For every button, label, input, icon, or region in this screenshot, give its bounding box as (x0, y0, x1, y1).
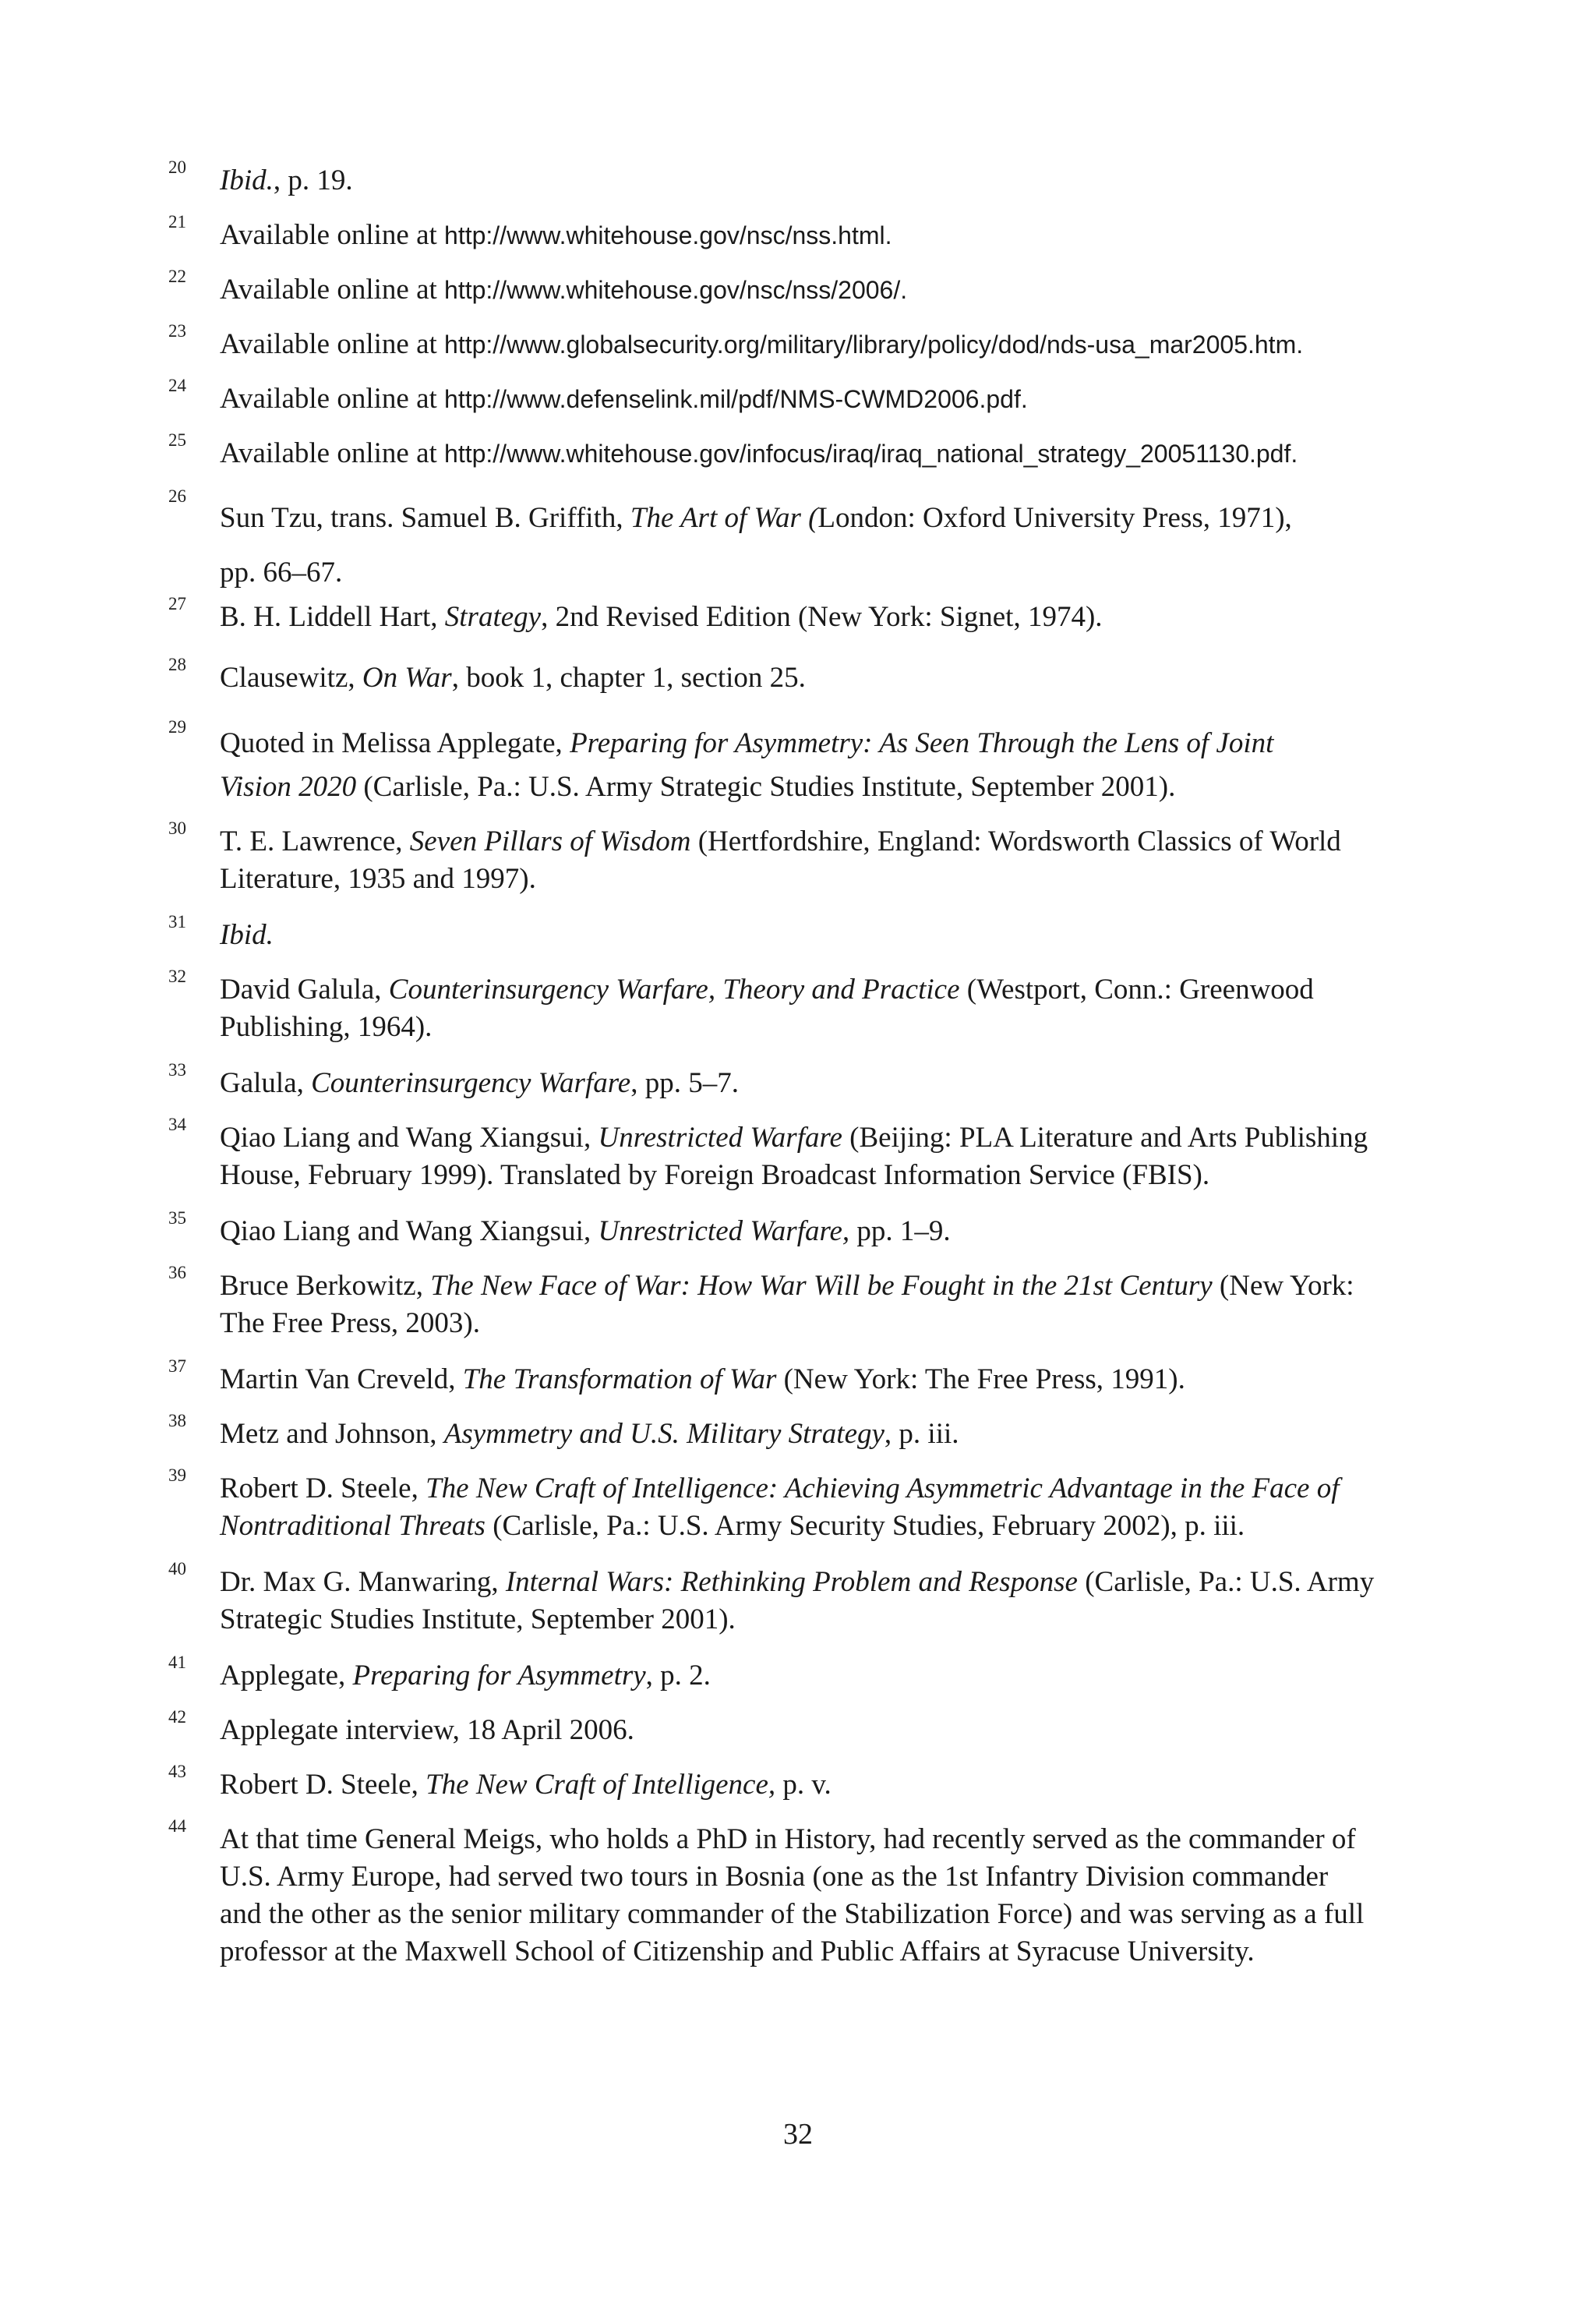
text-run: Available online at (220, 437, 445, 469)
footnote-number: 31 (168, 912, 186, 932)
footnote-text (220, 1065, 1435, 1102)
footnote-text (220, 823, 1435, 898)
text-run: David Galula, (220, 974, 389, 1006)
text-run: (Hertfordshire, England: Wordsworth Classics of World (690, 825, 1341, 857)
footnote-number: 29 (168, 717, 186, 737)
text-run: B. H. Liddell Hart, (220, 601, 445, 633)
footnote-text (220, 1361, 1435, 1398)
url-link: http://www.whitehouse.gov/infocus/iraq/iraq_national_strategy_20051130.pdf. (444, 440, 1298, 468)
text-run: Martin Van Creveld, (220, 1363, 463, 1395)
text-run: professor at the Maxwell School of Citizenship and Public Affairs at Syracuse University. (220, 1936, 1255, 1967)
italic-title: Counterinsurgency Warfare (311, 1067, 631, 1099)
footnote-text (220, 1712, 1435, 1749)
footnote-text (220, 1267, 1435, 1342)
footnote-text (220, 659, 1435, 697)
footnote-number: 37 (168, 1356, 186, 1376)
footnote-text (220, 491, 1435, 600)
footnote-text (220, 722, 1435, 809)
italic-title: On War (362, 662, 452, 694)
footnote-text (220, 599, 1435, 636)
italic-title: Unrestricted Warfare, (598, 1215, 850, 1247)
url-link: http://www.defenselink.mil/pdf/NMS-CWMD2006.pdf. (444, 385, 1028, 413)
text-run: House, February 1999). Translated by Foreign Broadcast Information Service (FBIS). (220, 1159, 1210, 1191)
footnote-text (220, 435, 1435, 472)
footnote-number: 24 (168, 376, 186, 395)
italic-title: Asymmetry and U.S. Military Strategy (443, 1418, 885, 1450)
text-run: (Beijing: PLA Literature and Arts Publishing (842, 1122, 1368, 1154)
italic-title: The Art of War ( (630, 502, 818, 534)
text-run: and the other as the senior military commander of the Stabilization Force) and was serving as a full (220, 1898, 1365, 1930)
italic-title: Ibid. (220, 919, 274, 951)
footnote-text (220, 1119, 1435, 1194)
italic-title: Nontraditional Threats (220, 1510, 486, 1542)
text-run: (New York: The Free Press, 1991). (776, 1363, 1185, 1395)
text-run: Literature, 1935 and 1997). (220, 863, 536, 895)
footnote-number: 39 (168, 1465, 186, 1485)
text-run: Applegate interview, 18 April 2006. (220, 1714, 634, 1746)
footnote-number: 32 (168, 967, 186, 986)
footnote-number: 21 (168, 212, 186, 232)
text-run: Dr. Max G. Manwaring, (220, 1566, 506, 1598)
url-link: http://www.whitehouse.gov/nsc/nss/2006/. (444, 276, 908, 304)
italic-title: Preparing for Asymmetry (352, 1660, 646, 1692)
italic-title: The New Craft of Intelligence: Achieving Asymmetric Advantage in the Face of (425, 1472, 1340, 1504)
text-run: Applegate, (220, 1660, 353, 1692)
footnote-text (220, 917, 1435, 954)
footnote-text (220, 971, 1435, 1046)
text-run: London: Oxford University Press, 1971), (817, 502, 1292, 534)
text-run: U.S. Army Europe, had served two tours in Bosnia (one as the 1st Infantry Division commander (220, 1861, 1329, 1893)
footnote-number: 41 (168, 1653, 186, 1672)
italic-title: Ibid. (220, 164, 274, 196)
text-run: Available online at (220, 219, 445, 251)
text-run: pp. 1–9. (849, 1215, 951, 1247)
italic-title: Seven Pillars of Wisdom (409, 825, 691, 857)
footnote-number: 28 (168, 655, 186, 674)
italic-title: Strategy (444, 601, 542, 633)
text-run: Qiao Liang and Wang Xiangsui, (220, 1215, 598, 1247)
italic-title: The Transformation of War (462, 1363, 777, 1395)
text-run: , p. 2. (645, 1660, 711, 1692)
text-run: pp. 66–67. (220, 557, 343, 589)
page-number: 32 (783, 2118, 813, 2151)
footnote-number: 27 (168, 594, 186, 613)
text-run: (Carlisle, Pa.: U.S. Army Strategic Studies Institute, September 2001). (356, 771, 1176, 803)
footnote-number: 25 (168, 430, 186, 450)
text-run: Robert D. Steele, (220, 1769, 426, 1801)
text-run: Galula, (220, 1067, 312, 1099)
text-run: (Carlisle, Pa.: U.S. Army Security Studies, February 2002), p. iii. (485, 1510, 1245, 1542)
footnote-number: 43 (168, 1762, 186, 1781)
text-run: (Carlisle, Pa.: U.S. Army (1077, 1566, 1375, 1598)
footnote-number: 22 (168, 267, 186, 286)
italic-title: The New Face of War: How War Will be Fought in the 21st Century (430, 1270, 1213, 1302)
footnote-number: 40 (168, 1559, 186, 1578)
footnote-text (220, 162, 1435, 200)
text-run: , p. 19. (273, 164, 353, 196)
footnote-text (220, 217, 1435, 254)
footnote-number: 36 (168, 1263, 186, 1282)
text-run: (New York: (1212, 1270, 1354, 1302)
italic-title: Unrestricted Warfare (598, 1122, 842, 1154)
text-run: , pp. 5–7. (630, 1067, 739, 1099)
text-run: Strategic Studies Institute, September 2001). (220, 1603, 736, 1635)
footnote-number: 20 (168, 157, 186, 177)
footnote-number: 23 (168, 321, 186, 341)
italic-title: Counterinsurgency Warfare, Theory and Practice (388, 974, 960, 1006)
text-run: p. v. (775, 1769, 832, 1801)
text-run: Sun Tzu, trans. Samuel B. Griffith, (220, 502, 630, 534)
text-run: , 2nd Revised Edition (New York: Signet, 1974). (541, 601, 1103, 633)
footnote-text (220, 1821, 1435, 1971)
footnote-number: 44 (168, 1816, 186, 1836)
footnote-number: 26 (168, 486, 186, 506)
italic-title: The New Craft of Intelligence, (425, 1769, 776, 1801)
footnote-number: 35 (168, 1208, 186, 1228)
footnote-number: 30 (168, 818, 186, 838)
italic-title: Internal Wars: Rethinking Problem and Response (505, 1566, 1078, 1598)
text-run: Quoted in Melissa Applegate, (220, 727, 570, 759)
text-run: Available online at (220, 383, 445, 415)
footnote-number: 42 (168, 1707, 186, 1727)
text-run: Bruce Berkowitz, (220, 1270, 431, 1302)
text-run: , book 1, chapter 1, section 25. (451, 662, 806, 694)
footnote-number: 34 (168, 1115, 186, 1134)
text-run: Robert D. Steele, (220, 1472, 426, 1504)
footnote-text (220, 380, 1435, 418)
footnote-text (220, 271, 1435, 309)
text-run: (Westport, Conn.: Greenwood (959, 974, 1314, 1006)
text-run: Publishing, 1964). (220, 1011, 433, 1043)
footnote-number: 33 (168, 1060, 186, 1080)
text-run: Available online at (220, 274, 445, 306)
italic-title: Vision 2020 (220, 771, 357, 803)
url-link: http://www.whitehouse.gov/nsc/nss.html. (444, 221, 892, 249)
text-run: Qiao Liang and Wang Xiangsui, (220, 1122, 598, 1154)
footnote-text (220, 1416, 1435, 1453)
footnote-text (220, 1766, 1435, 1804)
text-run: The Free Press, 2003). (220, 1307, 480, 1339)
text-run: T. E. Lawrence, (220, 825, 410, 857)
footnote-text (220, 1657, 1435, 1695)
footnote-text (220, 1564, 1435, 1639)
footnote-text (220, 326, 1435, 363)
footnote-number: 38 (168, 1411, 186, 1430)
footnote-text (220, 1213, 1435, 1250)
text-run: Available online at (220, 328, 445, 360)
footnote-text (220, 1470, 1435, 1545)
text-run: , p. iii. (884, 1418, 959, 1450)
text-run: Metz and Johnson, (220, 1418, 444, 1450)
italic-title: Preparing for Asymmetry: As Seen Through the Lens of Joint (570, 727, 1274, 759)
text-run: Clausewitz, (220, 662, 362, 694)
url-link: http://www.globalsecurity.org/military/library/policy/dod/nds-usa_mar2005.htm. (444, 331, 1304, 359)
text-run: At that time General Meigs, who holds a PhD in History, had recently served as the commander of (220, 1823, 1356, 1855)
